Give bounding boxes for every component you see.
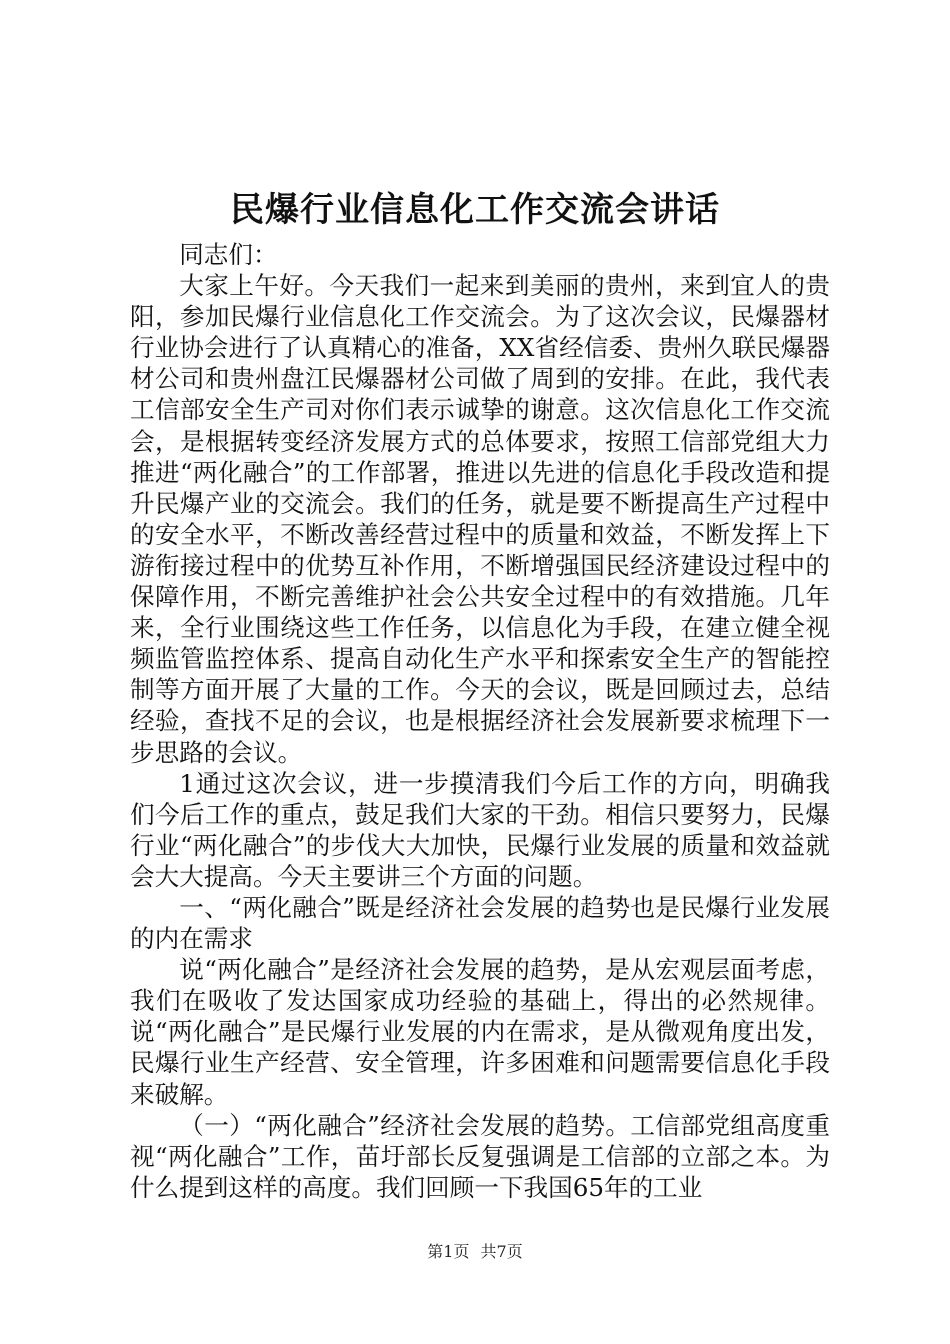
opening-paragraph: 大家上午好。今天我们一起来到美丽的贵州，来到宜人的贵阳，参加民爆行业信息化工作交流会。为了这次会议，民爆器材行业协会进行了认真精心的准备，XX省经信委、贵州久联民爆器材公司和贵州盘江民爆器材公司做了周到的安排。在此，我代表工信部安全生产司对你们表示诚挚的谢意。这次信息化工作交流会，是根据转变经济发展方式的总体要求，按照工信部党组大力推进“两化融合”的工作部署，推进以先进的信息化手段改造和提升民爆产业的交流会。我们的任务，就是要不断提高生产过程中的安全水平，不断改善经营过程中的质量和效益，不断发挥上下游衔接过程中的优势互补作用，不断增强国民经济建设过程中的保障作用，不断完善维护社会公共安全过程中的有效措施。几年来，全行业围绕这些工作任务，以信息化为手段，在建立健全视频监管监控体系、提高自动化生产水平和探索安全生产的智能控制等方面开展了大量的工作。今天的会议，既是回顾过去，总结经验，查找不足的会议，也是根据经济社会发展新要求梳理下一步思路的会议。 (130, 271, 830, 767)
subsection-1-paragraph: （一）“两化融合”经济社会发展的趋势。工信部党组高度重视“两化融合”工作，苗圩部长反复强调是工信部的立部之本。为什么提到这样的高度。我们回顾一下我国65年的工业 (130, 1110, 830, 1202)
section-1-paragraph: 说“两化融合”是经济社会发展的趋势，是从宏观层面考虑，我们在吸收了发达国家成功经验的基础上，得出的必然规律。说“两化融合”是民爆行业发展的内在需求，是从微观角度出发，民爆行业生产经营、安全管理，许多困难和问题需要信息化手段来破解。 (130, 955, 830, 1109)
document-title: 民爆行业信息化工作交流会讲话 (230, 190, 720, 230)
salutation-paragraph: 同志们： (179, 240, 278, 269)
document-body (130, 239, 830, 1203)
page-total: 共7页 (480, 1242, 523, 1261)
page-footer (0, 1241, 950, 1263)
section-heading-1: 一、“两化融合”既是经济社会发展的趋势也是民爆行业发展的内在需求 (130, 892, 830, 954)
purpose-paragraph: 1通过这次会议，进一步摸清我们今后工作的方向，明确我们今后工作的重点，鼓足我们大家的干劲。相信只要努力，民爆行业“两化融合”的步伐大大加快，民爆行业发展的质量和效益就会大大提高。今天主要讲三个方面的问题。 (130, 768, 830, 891)
page-number: 第1页 (427, 1242, 470, 1261)
